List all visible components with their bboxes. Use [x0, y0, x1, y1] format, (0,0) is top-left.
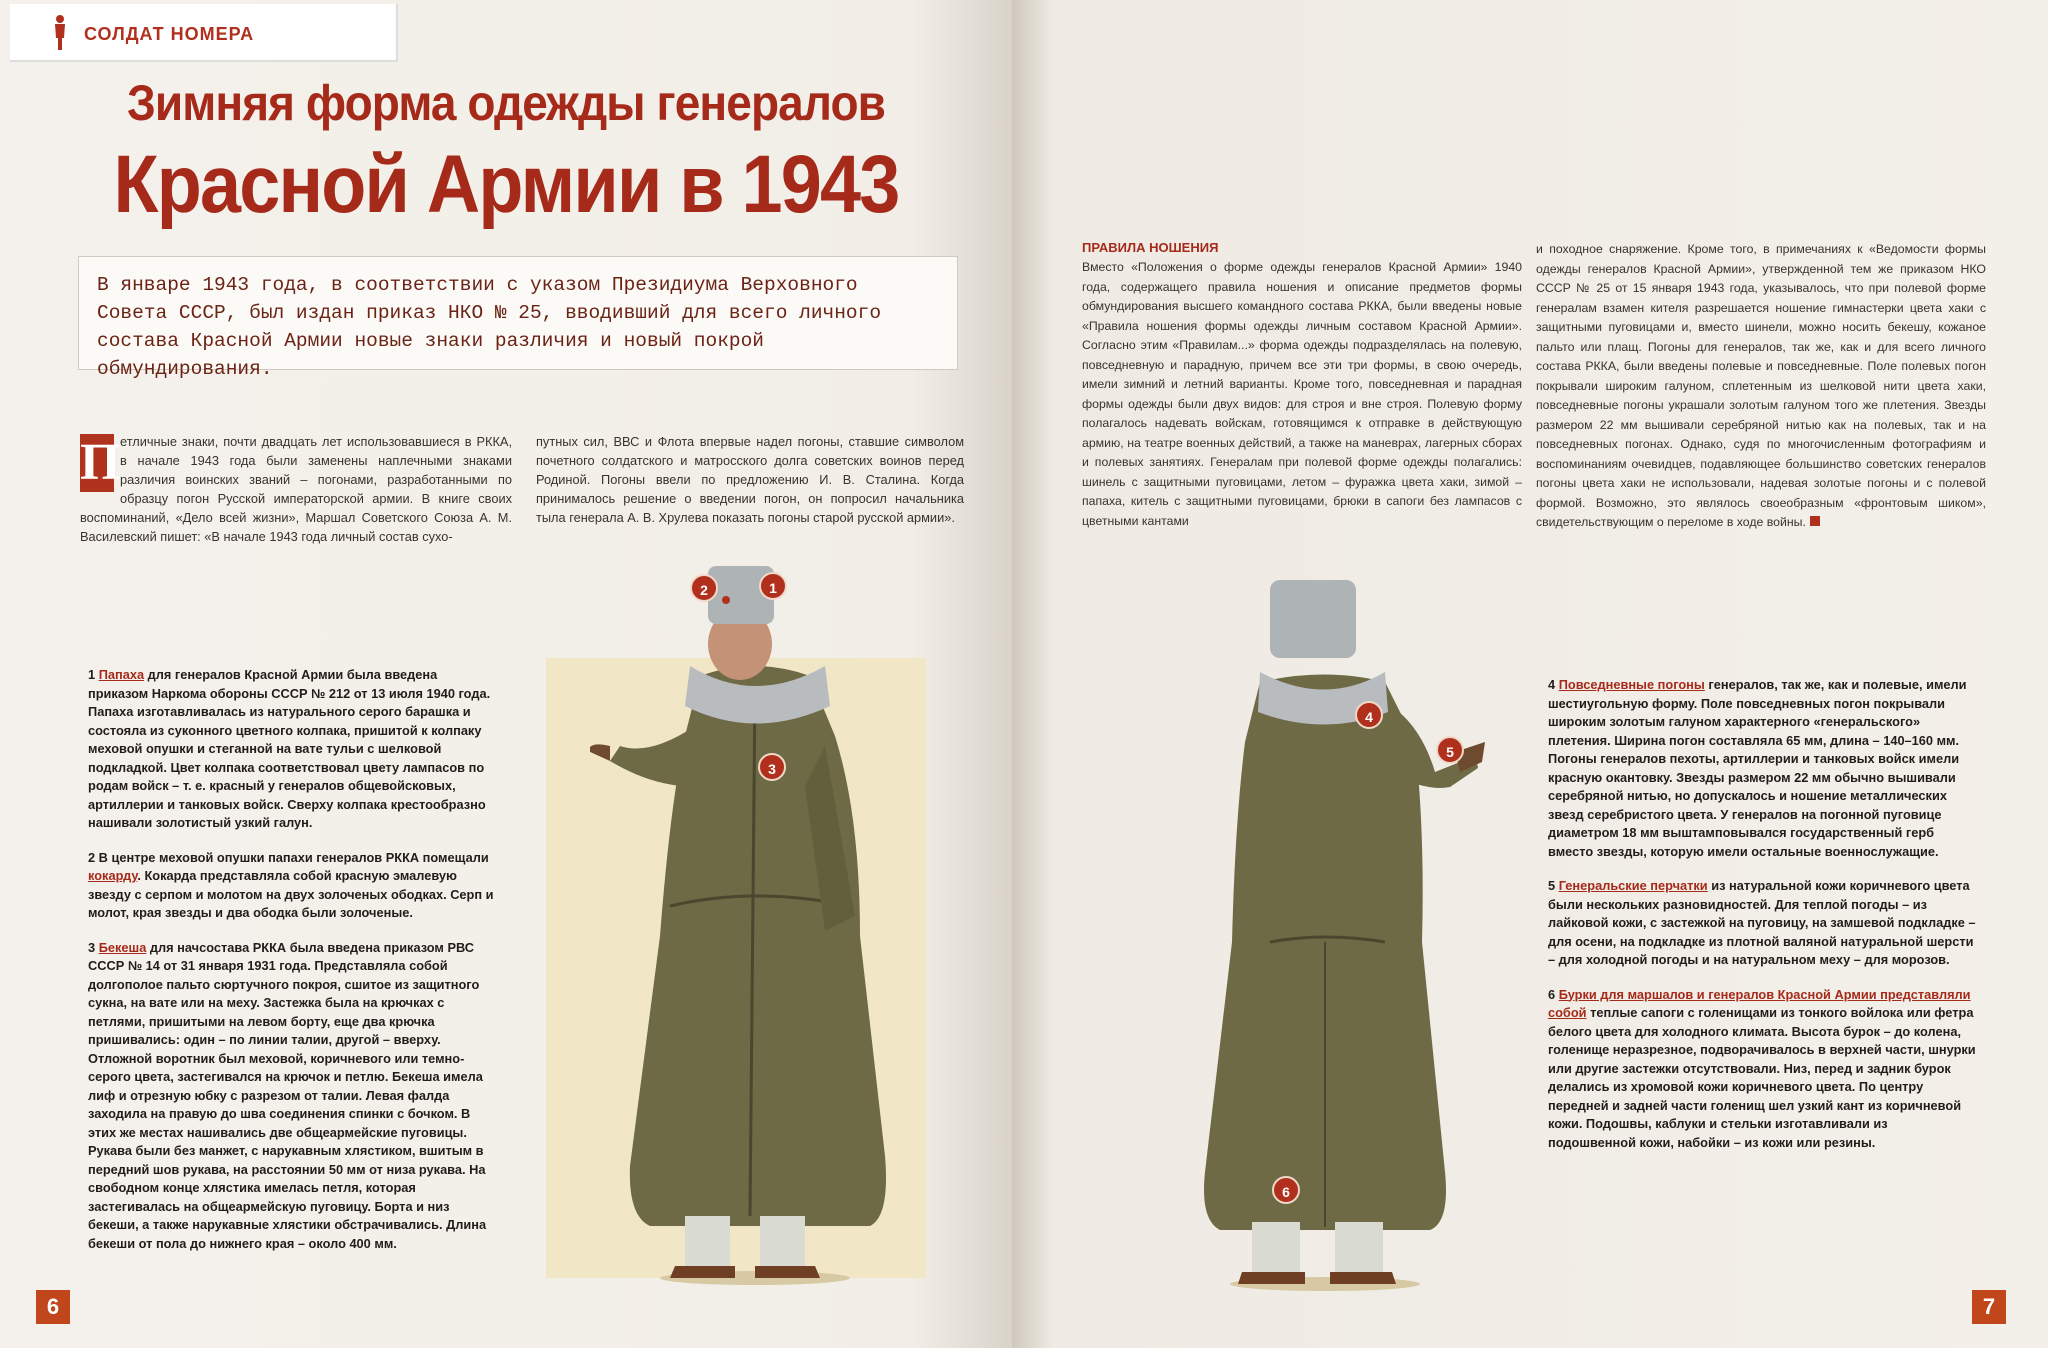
note-4: 4 Повседневные погоны генералов, так же, как и полевые, имели шестиугольную форму. Поле повседневных погон покрывали широким золотым галуном характерного «генеральского» плетения. Ширина погон составляла 65 мм, длина – 140–160 мм. Погоны генералов пехоты, артиллерии и танковых войск имели красную окантовку. Звезды размером 22 мм обычно вышивали серебряной нитью, но допускалось и ношение металлических звезд серебристого цвета. У генералов на погонной пуговице диаметром 18 мм выштамповывался государственный герб вместо звезды, которую имели остальные военнослужащие.: [1548, 677, 1967, 859]
general-back-illustration: [1160, 572, 1490, 1292]
page-number-left: 6: [36, 1290, 70, 1324]
rules-column-2: [1536, 240, 1986, 533]
left-page: [0, 0, 1012, 1348]
note-5-keyword: Генеральские перчатки: [1558, 878, 1708, 893]
note-6-keyword: Бурки для маршалов и генералов Красной Армии представляли собой: [1548, 986, 1971, 1020]
note-3: 3 Бекеша для начсостава РККА была введена приказом РВС СССР № 14 от 31 января 1931 года. Представляла собой долгополое пальто сюртучного покроя, сшитое из защитного сукна, на вате или на меху. Застежка была на крючках с петлями, пришитыми на левом борту, еще два крючка пришивались: один – по линии талии, другой – вверху. Отложной воротник был меховой, коричневого или темно-серого цвета, застегивался на крючок и петлю. Бекеша имела лиф и отрезную юбку с разрезом от талии. Левая фалда заходила на правую до шва соединения спинки с бочком. В этих же местах нашивались две общеармейские пуговицы. Рукава были без манжет, с нарукавным хлястиком, вшитым в передний шов рукава, на расстоянии 50 мм от низа рукава. На свободном конце хлястика имелась петля, которая застегивалась на общеармейскую пуговицу. Борта и низ бекеши, а также нарукавные хлястики обстрачивались. Длина бекеши от пола до нижнего края – около 400 мм.: [88, 939, 487, 1251]
callout-badge-1: 1: [759, 572, 787, 600]
end-mark: [1810, 516, 1820, 526]
rules-text-2: и походное снаряжение. Кроме того, в примечаниях к «Ведомости формы одежды генералов Красной Армии», утвержденной тем же приказом НКО СССР № 25 от 15 января 1943 года, указывалось, что при полевой форме генералам взамен кителя разрешается ношение гимнастерки цвета хаки с защитными пуговицами и, вместо шинели, можно носить бекешу, кожаное пальто или плащ. Погоны для генералов, так же, как и для всего личного состава РККА, были введены полевые и повседневные. Поле полевых погон покрывали широким галуном, сплетенным из шелковой нити цвета хаки, повседневные погоны украшали золотым галуном того же плетения. Звезды размером 22 мм вышивали серебряной нитью как на полевых, так и на повседневных погонах. Однако, судя по многочисленным фотографиям и воспоминаниям очевидцев, подавляющее большинство советских генералов погоны цвета хаки не использовали, надевая золотые погоны и с полевой формой. Возможно, это являлось своеобразным «фронтовым шиком», свидетельствующим о переломе в ходе войны.: [1536, 242, 1986, 529]
note-6: 6 Бурки для маршалов и генералов Красной Армии представляли собой теплые сапоги с голенищами из тонкого войлока или фетра белого цвета для холодного климата. Высота бурок – до колена, голенище неразрезное, подворачивалось в верхней части, шнурки или другие застежки отсутствовали. Низ, перед и задник бурок делались из хромовой кожи коричневого цвета. По центру передней и задней части голенищ шел узкий кант из коричневой кожи. Подошвы, каблуки и стельки изготавливали из подошвенной кожи, набойки – из кожи или резины.: [1548, 986, 1976, 1150]
note-1-keyword: Папаха: [98, 667, 145, 682]
soldier-icon: [52, 14, 68, 50]
intro-column-2: [536, 432, 964, 527]
left-notes: [88, 666, 498, 1269]
lead-paragraph: В январе 1943 года, в соответствии с указом Президиума Верховного Совета СССР, был издан приказ НКО № 25, вводивший для всего личного состава Красной Армии новые знаки различия и новый покрой обмундирования.: [78, 256, 958, 370]
note-2-keyword: кокарду: [88, 868, 138, 883]
note-4-keyword: Повседневные погоны: [1558, 677, 1705, 692]
section-tag-label: СОЛДАТ НОМЕРА: [84, 24, 255, 44]
note-3-keyword: Бекеша: [98, 939, 147, 955]
right-page: [1012, 0, 2048, 1348]
intro-text-1: етличные знаки, почти двадцать лет использовавшиеся в РККА, в начале 1943 года были заменены наплечными знаками различия воинских званий – погонами, разработанными по образцу погон Русской императорской армии. В книге своих воспоминаний, «Дело всей жизни», Маршал Советского Союза А. М. Василевский пишет: «В начале 1943 года личный состав сухо-: [80, 434, 512, 544]
callout-badge-4: 4: [1355, 701, 1383, 729]
page-number-right: 7: [1972, 1290, 2006, 1324]
drop-cap: П: [80, 434, 121, 491]
rules-column-1: [1082, 258, 1522, 531]
note-2: 2 В центре меховой опушки папахи генералов РККА помещали кокарду. Кокарда представляла собой красную эмалевую звезду с серпом и молотом на двух золоченых ободках. Серп и молот, края звезды и два ободка были золоченые.: [88, 849, 494, 920]
general-front-illustration: [590, 556, 910, 1286]
section-tag: [10, 4, 398, 62]
rules-heading: ПРАВИЛА НОШЕНИЯ: [1082, 240, 1219, 255]
rules-text-1: Вместо «Положения о форме одежды генералов Красной Армии» 1940 года, содержащего правила ношения и описание предметов формы обмундирования высшего командного состава РККА, были введены новые «Правила ношения формы одежды личным составом Красной Армии». Согласно этим «Правилам...» форма одежды подразделялась на полевую, повседневную и парадную, причем все эти три формы, в свою очередь, имели зимний и летний варианты. Кроме того, повседневная и парадная формы одежды были двух видов: для строя и вне строя. Полевую форму полагалось надевать войскам, готовящимся к отправке в действующую армию, на театре военных действий, а также на маневрах, лагерных сборах и полевых занятиях. Генералам при полевой форме одежды полагались: шинель с защитными пуговицами, летом – фуражка цвета хаки, зимой – папаха, китель с защитными пуговицами, брюки в сапоги без лампасов с цветными кантами: [1082, 260, 1522, 528]
callout-badge-3: 3: [758, 753, 786, 781]
note-1: 1 Папаха для генералов Красной Армии была введена приказом Наркома обороны СССР № 212 от 13 июля 1940 года. Папаха изготавливалась из натурального серого барашка и состояла из суконного цветного колпака, пришитой к колпаку меховой опушки и стеганной на вате тульи с шелковой подкладкой. Цвет колпака соответствовал цвету лампасов по родам войск – т. е. красный у генералов общевойсковых, артиллерии и танковых войск. Сверху колпака крестообразно нашивали золотистый узкий галун.: [88, 667, 491, 830]
callout-badge-6: 6: [1272, 1176, 1300, 1204]
right-notes: [1548, 676, 1978, 1168]
intro-text-2: путных сил, ВВС и Флота впервые надел погоны, ставшие символом почетного солдатского и матросского долга советских воинов перед Родиной. Погоны ввели по предложению И. В. Сталина. Когда принималось решение о введении погон, он попросил начальника тыла генерала А. В. Хрулева показать погоны старой русской армии».: [536, 434, 964, 525]
intro-column-1: [80, 432, 512, 546]
callout-badge-2: 2: [690, 574, 718, 602]
note-5: 5 Генеральские перчатки из натуральной кожи коричневого цвета были нескольких разновидностей. Для теплой погоды – из лайковой кожи, с застежкой на пуговицу, на замшевой подкладке – для осени, на подкладке из плотной валяной натуральной шерсти – для холодной погоды и на натуральном меху – для морозов.: [1548, 878, 1976, 967]
article-title-line1: Зимняя форма одежды генералов: [126, 75, 886, 131]
article-title-line2: Красной Армии в 1943: [113, 139, 899, 230]
callout-badge-5: 5: [1436, 736, 1464, 764]
